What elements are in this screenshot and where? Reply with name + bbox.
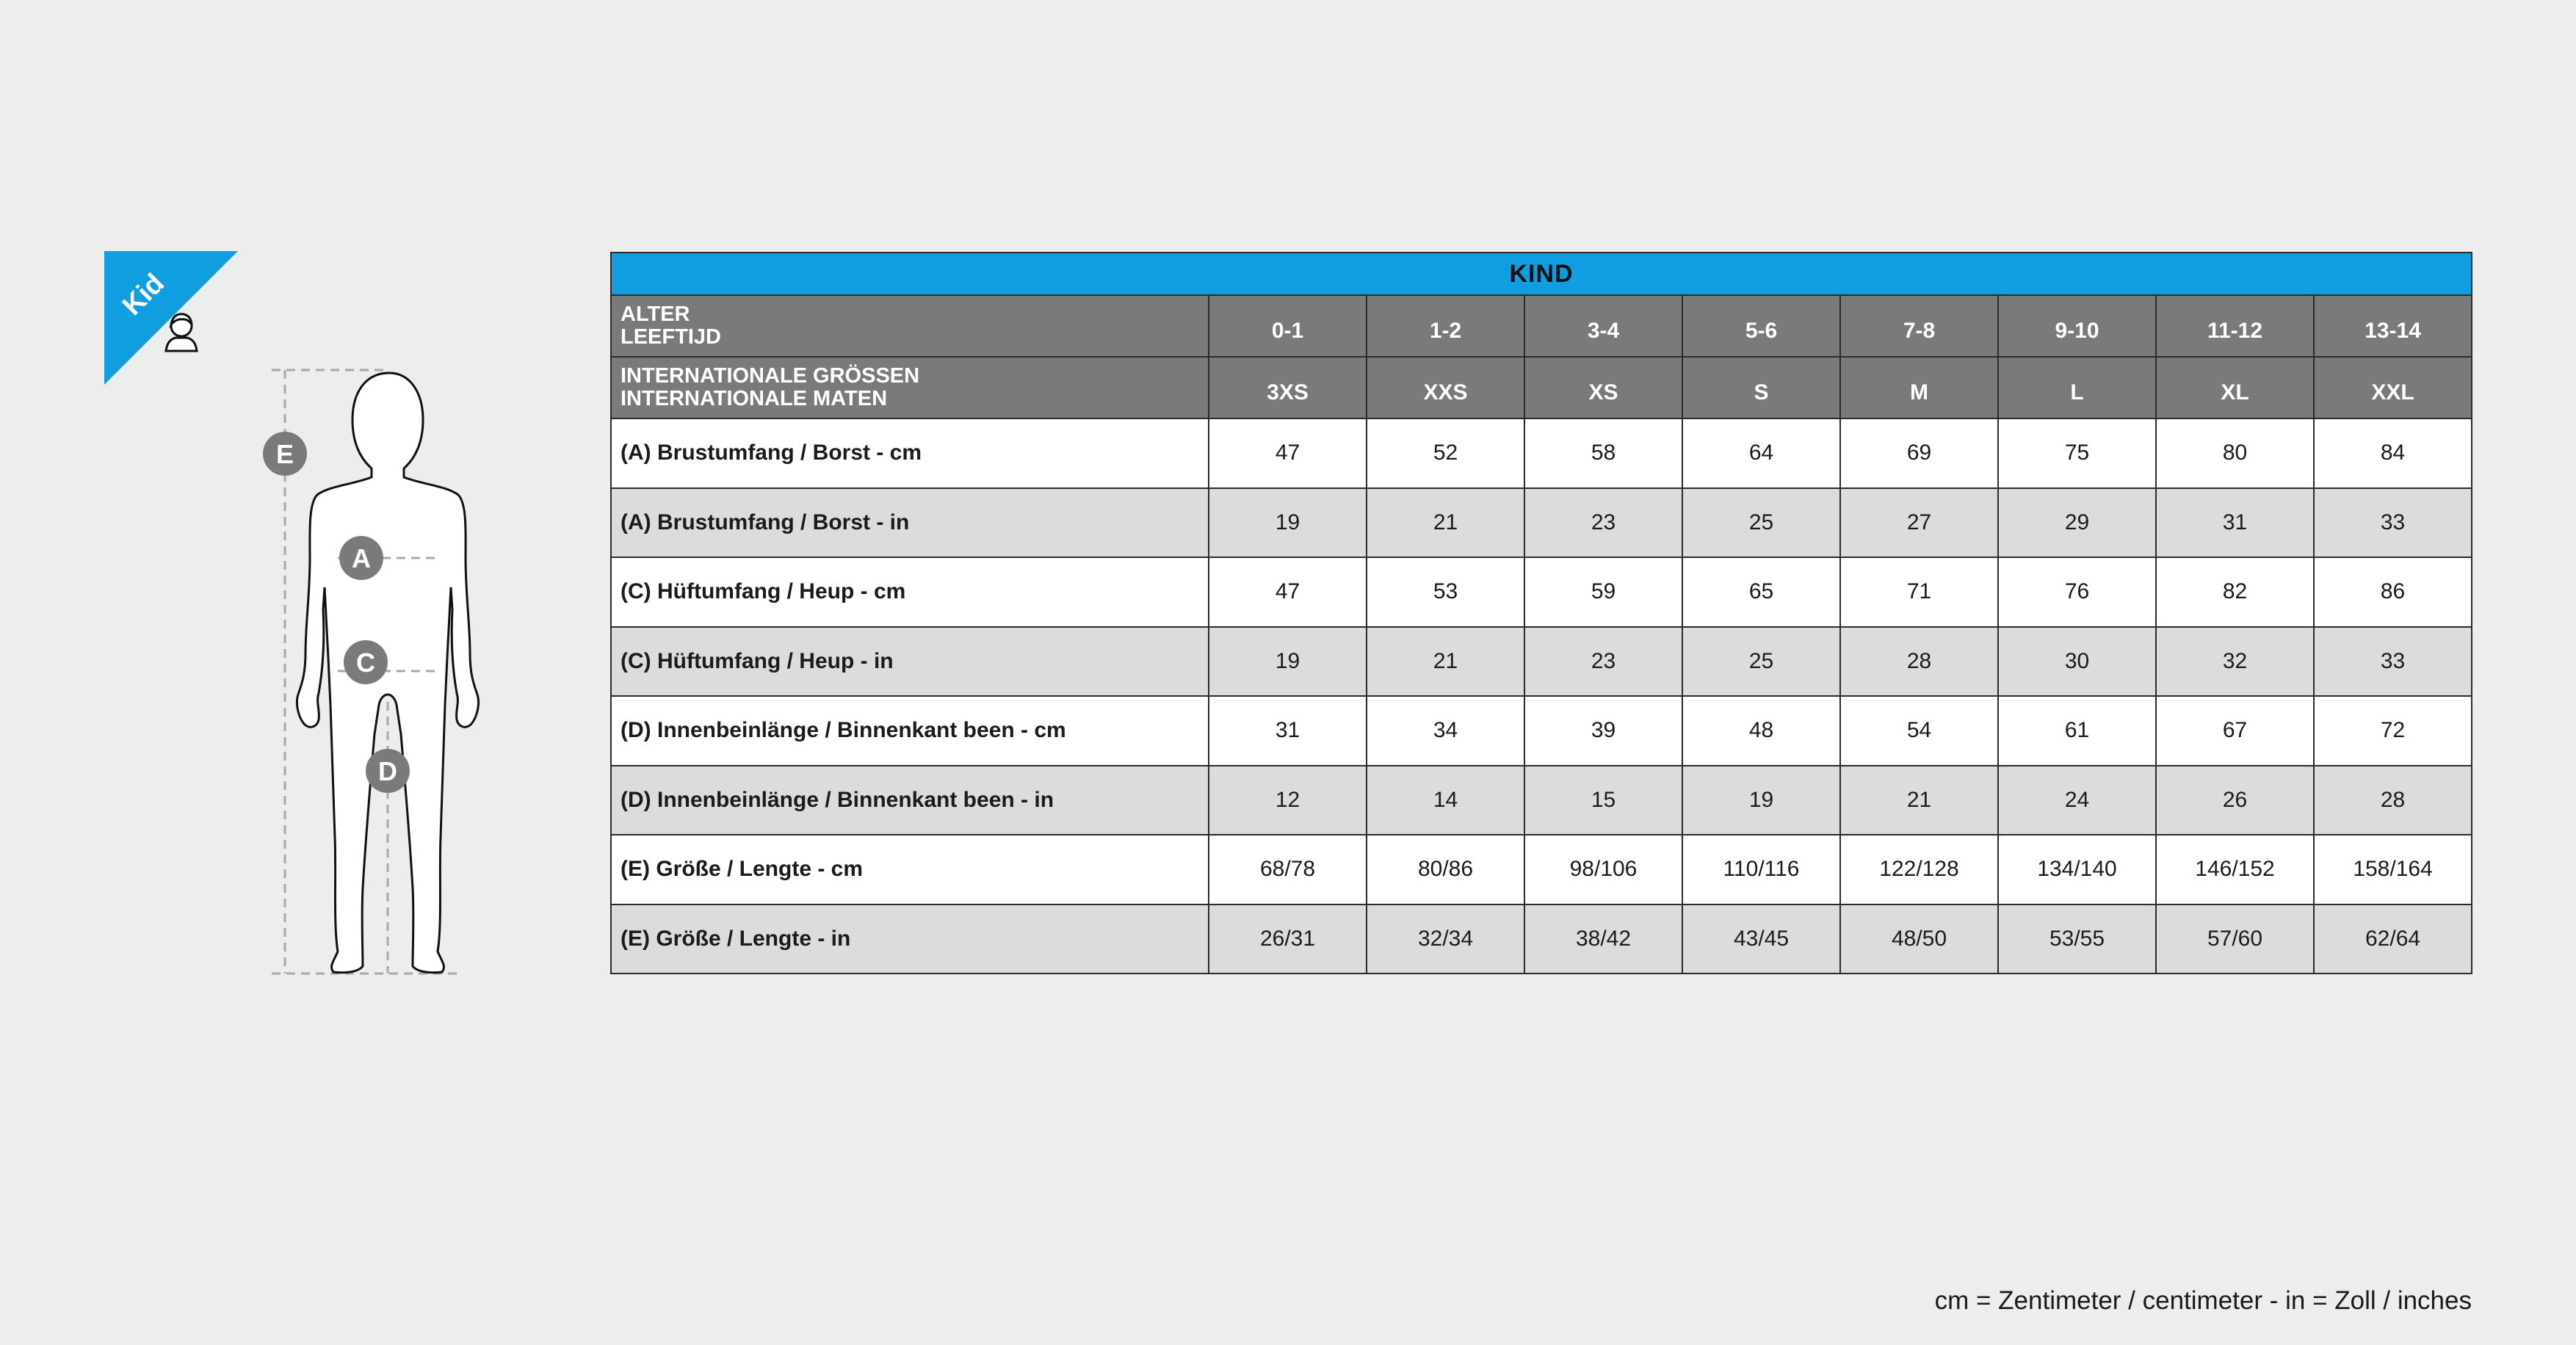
table-cell: 84: [2314, 418, 2472, 488]
table-header-row: [611, 357, 2472, 418]
table-cell: 28: [1840, 627, 1998, 697]
svg-text:A: A: [352, 543, 371, 573]
header-label-line: INTERNATIONALE MATEN: [621, 387, 888, 410]
table-cell: 25: [1682, 627, 1840, 697]
table-cell: 39: [1524, 696, 1682, 766]
table-cell: 57/60: [2156, 904, 2314, 974]
table-row: [611, 488, 2472, 558]
table-cell: 47: [1209, 418, 1367, 488]
table-cell: 67: [2156, 696, 2314, 766]
table-cell: 33: [2314, 488, 2472, 558]
table-cell: 86: [2314, 557, 2472, 627]
table-cell: 43/45: [1682, 904, 1840, 974]
row-label: (D) Innenbeinlänge / Binnenkant been - in: [611, 766, 1209, 835]
header-cell: XS: [1524, 357, 1682, 418]
table-cell: 58: [1524, 418, 1682, 488]
table-title: KIND: [611, 253, 2472, 295]
table-cell: 14: [1367, 766, 1524, 835]
table-cell: 27: [1840, 488, 1998, 558]
table-cell: 38/42: [1524, 904, 1682, 974]
header-label-line: INTERNATIONALE GRÖSSEN: [621, 364, 920, 388]
header-cell: 3-4: [1524, 295, 1682, 357]
size-table: [610, 252, 2472, 974]
row-label: (E) Größe / Lengte - cm: [611, 835, 1209, 904]
table-cell: 75: [1998, 418, 2156, 488]
table-cell: 21: [1367, 627, 1524, 697]
header-row-label: [611, 295, 1209, 357]
svg-text:E: E: [275, 439, 294, 469]
table-cell: 31: [2156, 488, 2314, 558]
table-cell: 32: [2156, 627, 2314, 697]
header-row-label: [611, 357, 1209, 418]
table-row: [611, 627, 2472, 697]
table-cell: 110/116: [1682, 835, 1840, 904]
table-row: [611, 418, 2472, 488]
table-cell: 68/78: [1209, 835, 1367, 904]
table-cell: 48: [1682, 696, 1840, 766]
row-label: (A) Brustumfang / Borst - cm: [611, 418, 1209, 488]
table-cell: 76: [1998, 557, 2156, 627]
table-cell: 29: [1998, 488, 2156, 558]
table-row: [611, 766, 2472, 835]
table-cell: 158/164: [2314, 835, 2472, 904]
table-cell: 23: [1524, 627, 1682, 697]
header-cell: 3XS: [1209, 357, 1367, 418]
header-cell: 1-2: [1367, 295, 1524, 357]
table-cell: 53/55: [1998, 904, 2156, 974]
header-cell: 7-8: [1840, 295, 1998, 357]
header-cell: XXL: [2314, 357, 2472, 418]
table-cell: 122/128: [1840, 835, 1998, 904]
marker-c: [344, 640, 388, 684]
row-label: (C) Hüftumfang / Heup - in: [611, 627, 1209, 697]
header-cell: 5-6: [1682, 295, 1840, 357]
table-title-row: [611, 253, 2472, 295]
table-cell: 32/34: [1367, 904, 1524, 974]
table-cell: 80: [2156, 418, 2314, 488]
svg-text:D: D: [378, 756, 397, 786]
table-cell: 19: [1209, 627, 1367, 697]
table-cell: 30: [1998, 627, 2156, 697]
table-row: [611, 557, 2472, 627]
kid-badge: [104, 251, 238, 385]
table-cell: 19: [1209, 488, 1367, 558]
body-measurement-figure: [242, 360, 507, 984]
table-row: [611, 835, 2472, 904]
marker-a: [339, 536, 383, 580]
header-cell: 13-14: [2314, 295, 2472, 357]
table-cell: 31: [1209, 696, 1367, 766]
row-label: (A) Brustumfang / Borst - in: [611, 488, 1209, 558]
table-cell: 47: [1209, 557, 1367, 627]
table-cell: 62/64: [2314, 904, 2472, 974]
table-header-row: [611, 295, 2472, 357]
table-cell: 64: [1682, 418, 1840, 488]
header-cell: 11-12: [2156, 295, 2314, 357]
table-cell: 15: [1524, 766, 1682, 835]
table-cell: 48/50: [1840, 904, 1998, 974]
row-label: (E) Größe / Lengte - in: [611, 904, 1209, 974]
svg-text:C: C: [356, 648, 375, 678]
table-cell: 12: [1209, 766, 1367, 835]
table-cell: 21: [1367, 488, 1524, 558]
header-cell: 9-10: [1998, 295, 2156, 357]
header-cell: XXS: [1367, 357, 1524, 418]
table-cell: 146/152: [2156, 835, 2314, 904]
marker-e: [263, 432, 307, 476]
table-cell: 72: [2314, 696, 2472, 766]
table-cell: 61: [1998, 696, 2156, 766]
marker-d: [366, 749, 410, 793]
table-cell: 82: [2156, 557, 2314, 627]
table-cell: 34: [1367, 696, 1524, 766]
child-head-icon: [166, 314, 197, 351]
table-row: [611, 904, 2472, 974]
header-cell: M: [1840, 357, 1998, 418]
row-label: (C) Hüftumfang / Heup - cm: [611, 557, 1209, 627]
unit-footnote: cm = Zentimeter / centimeter - in = Zoll / inches: [1934, 1286, 2472, 1315]
table-cell: 26: [2156, 766, 2314, 835]
header-cell: XL: [2156, 357, 2314, 418]
header-cell: 0-1: [1209, 295, 1367, 357]
header-cell: L: [1998, 357, 2156, 418]
table-cell: 26/31: [1209, 904, 1367, 974]
table-cell: 52: [1367, 418, 1524, 488]
table-cell: 54: [1840, 696, 1998, 766]
table-cell: 71: [1840, 557, 1998, 627]
table-cell: 19: [1682, 766, 1840, 835]
table-cell: 65: [1682, 557, 1840, 627]
table-cell: 23: [1524, 488, 1682, 558]
table-cell: 134/140: [1998, 835, 2156, 904]
table-cell: 33: [2314, 627, 2472, 697]
table-cell: 53: [1367, 557, 1524, 627]
table-cell: 28: [2314, 766, 2472, 835]
header-label-line: LEEFTIJD: [621, 325, 721, 349]
row-label: (D) Innenbeinlänge / Binnenkant been - cm: [611, 696, 1209, 766]
table-cell: 69: [1840, 418, 1998, 488]
table-cell: 25: [1682, 488, 1840, 558]
table-cell: 80/86: [1367, 835, 1524, 904]
table-cell: 21: [1840, 766, 1998, 835]
header-cell: S: [1682, 357, 1840, 418]
kid-badge-label: Kid: [117, 268, 171, 322]
table-cell: 98/106: [1524, 835, 1682, 904]
table-cell: 59: [1524, 557, 1682, 627]
table-cell: 24: [1998, 766, 2156, 835]
table-row: [611, 696, 2472, 766]
header-label-line: ALTER: [621, 302, 690, 326]
